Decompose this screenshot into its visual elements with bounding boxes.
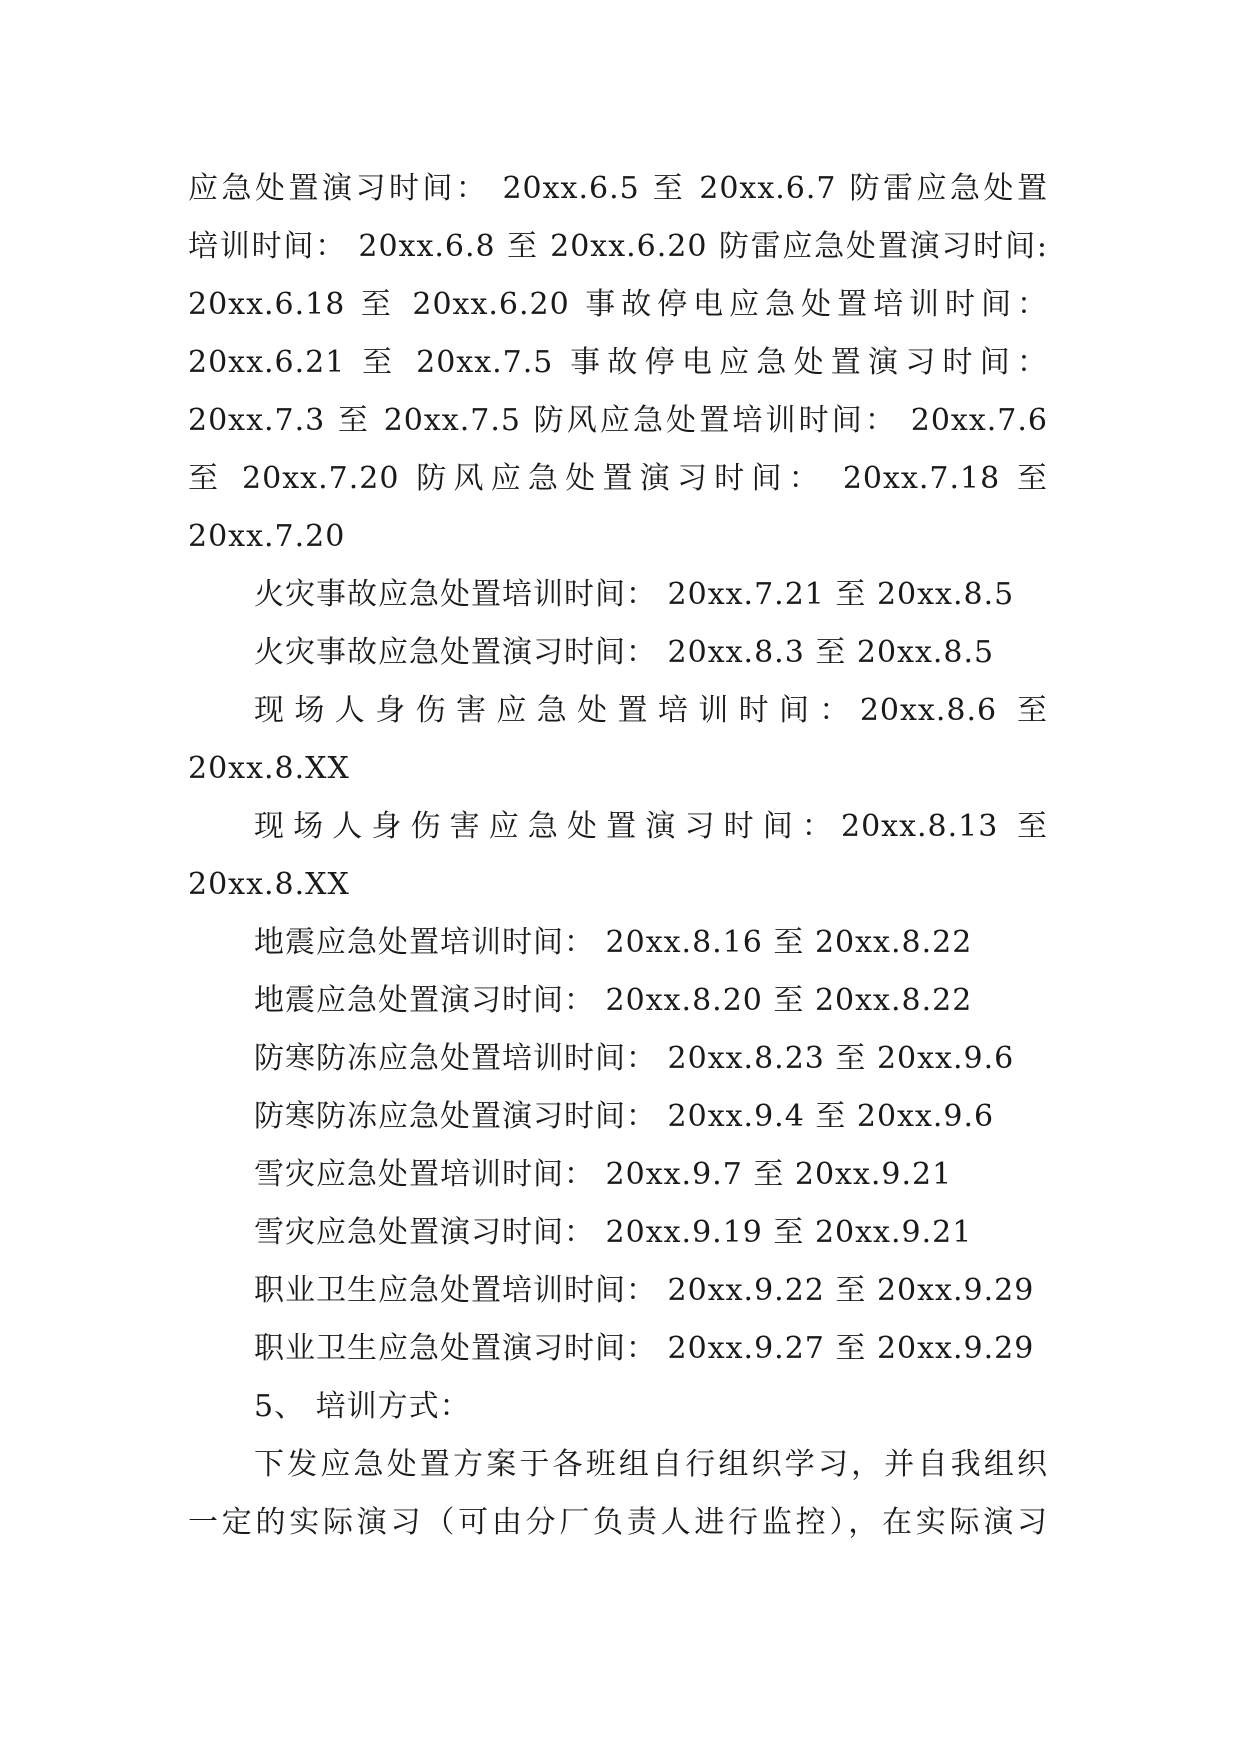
text-line: 20xx.7.3 至 20xx.7.5 防风应急处置培训时间： 20xx.7.6 <box>188 403 1048 438</box>
schedule-item <box>188 1320 1048 1378</box>
schedule-item <box>188 798 1048 914</box>
schedule-item-text: 雪灾应急处置培训时间： 20xx.9.7 至 20xx.9.21 <box>254 1157 953 1192</box>
schedule-item <box>188 914 1048 972</box>
schedule-item <box>188 972 1048 1030</box>
section-paragraph <box>188 1436 1048 1552</box>
schedule-item <box>188 1088 1048 1146</box>
schedule-item-text: 防寒防冻应急处置培训时间： 20xx.8.23 至 20xx.9.6 <box>254 1041 1015 1076</box>
schedule-item-text: 防寒防冻应急处置演习时间： 20xx.9.4 至 20xx.9.6 <box>254 1099 995 1134</box>
section-heading <box>188 1378 1048 1436</box>
text-line: 培训时间： 20xx.6.8 至 20xx.6.20 防雷应急处置演习时间: <box>188 229 1048 264</box>
schedule-item <box>188 682 1048 798</box>
text-line: 20xx.6.21 至 20xx.7.5 事故停电应急处置演习时间： <box>188 345 1048 380</box>
schedule-item <box>188 1030 1048 1088</box>
schedule-paragraph-continued <box>188 160 1048 566</box>
schedule-item-text: 地震应急处置演习时间： 20xx.8.20 至 20xx.8.22 <box>254 983 973 1018</box>
text-line: 至 20xx.7.20 防风应急处置演习时间： 20xx.7.18 至 <box>188 461 1048 496</box>
text-line: 20xx.7.20 <box>188 519 346 554</box>
schedule-item-text: 现场人身伤害应急处置培训时间：20xx.8.6 至 <box>254 693 1048 728</box>
schedule-item <box>188 624 1048 682</box>
schedule-item <box>188 1262 1048 1320</box>
schedule-item-text: 职业卫生应急处置演习时间： 20xx.9.27 至 20xx.9.29 <box>254 1331 1035 1366</box>
schedule-item <box>188 1146 1048 1204</box>
schedule-item-text: 火灾事故应急处置演习时间： 20xx.8.3 至 20xx.8.5 <box>254 635 995 670</box>
document-body <box>188 160 1048 1552</box>
schedule-item-continuation: 20xx.8.XX <box>188 867 350 902</box>
text-line: 一定的实际演习（可由分厂负责人进行监控），在实际演习 <box>188 1505 1048 1540</box>
schedule-item <box>188 566 1048 624</box>
schedule-item-text: 雪灾应急处置演习时间： 20xx.9.19 至 20xx.9.21 <box>254 1215 973 1250</box>
text-line: 下发应急处置方案于各班组自行组织学习，并自我组织 <box>254 1447 1048 1482</box>
schedule-item-text: 地震应急处置培训时间： 20xx.8.16 至 20xx.8.22 <box>254 925 973 960</box>
schedule-item-text: 现场人身伤害应急处置演习时间：20xx.8.13 至 <box>254 809 1048 844</box>
schedule-item-text: 职业卫生应急处置培训时间： 20xx.9.22 至 20xx.9.29 <box>254 1273 1035 1308</box>
schedule-item-continuation: 20xx.8.XX <box>188 751 350 786</box>
text-line: 20xx.6.18 至 20xx.6.20 事故停电应急处置培训时间： <box>188 287 1048 322</box>
section-heading-text: 5、 培训方式： <box>254 1389 471 1424</box>
schedule-item <box>188 1204 1048 1262</box>
text-line: 应急处置演习时间： 20xx.6.5 至 20xx.6.7 防雷应急处置 <box>188 171 1048 206</box>
schedule-item-text: 火灾事故应急处置培训时间： 20xx.7.21 至 20xx.8.5 <box>254 577 1015 612</box>
